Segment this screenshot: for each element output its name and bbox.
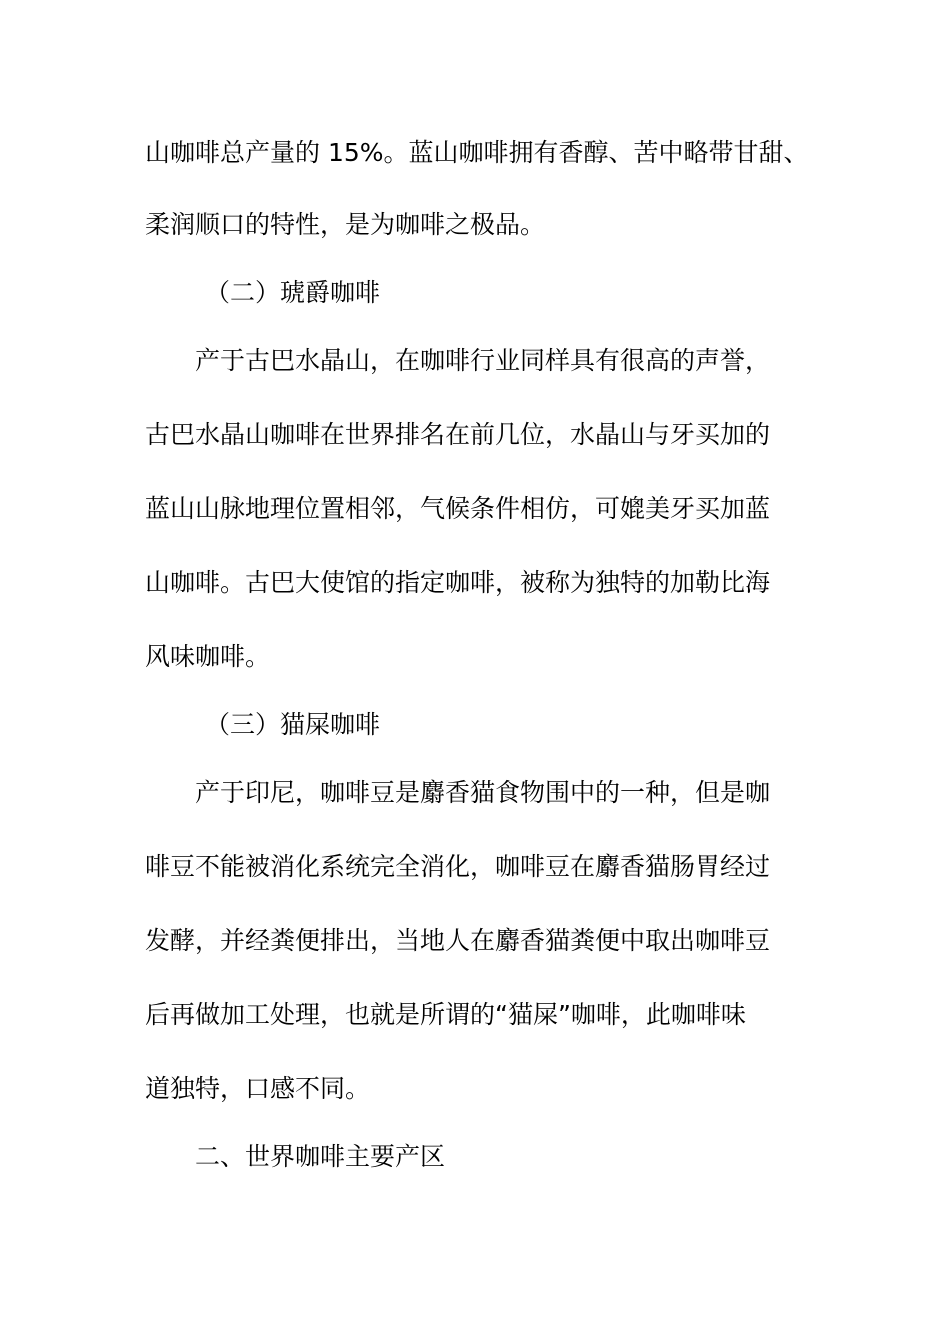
paragraph-line: 道独特，口感不同。 xyxy=(145,1074,371,1103)
section-heading-3: （三）猫屎咖啡 xyxy=(205,710,381,739)
paragraph-line: 古巴水晶山咖啡在世界排名在前几位，水晶山与牙买加的 xyxy=(145,420,771,449)
paragraph-line: 后再做加工处理，也就是所谓的“猫屎”咖啡，此咖啡味 xyxy=(145,1000,746,1029)
paragraph-line: 产于印尼，咖啡豆是麝香猫食物围中的一种，但是咖 xyxy=(195,778,771,807)
section-heading-2: （二）琥爵咖啡 xyxy=(205,278,381,307)
paragraph-line: 风味咖啡。 xyxy=(145,642,271,671)
paragraph-line: 蓝山山脉地理位置相邻，气候条件相仿，可媲美牙买加蓝 xyxy=(145,494,771,523)
paragraph-line: 啡豆不能被消化系统完全消化，咖啡豆在麝香猫肠胃经过 xyxy=(145,852,771,881)
paragraph-line: 柔润顺口的特性，是为咖啡之极品。 xyxy=(145,210,546,239)
paragraph-line: 发酵，并经粪便排出，当地人在麝香猫粪便中取出咖啡豆 xyxy=(145,926,771,955)
paragraph-line: 山咖啡。古巴大使馆的指定咖啡，被称为独特的加勒比海 xyxy=(145,568,771,597)
paragraph-line: 产于古巴水晶山，在咖啡行业同样具有很高的声誉， xyxy=(195,346,771,375)
paragraph-line: 山咖啡总产量的 15%。蓝山咖啡拥有香醇、苦中略带甘甜、 xyxy=(145,138,809,167)
section-heading-main: 二、世界咖啡主要产区 xyxy=(195,1142,446,1171)
